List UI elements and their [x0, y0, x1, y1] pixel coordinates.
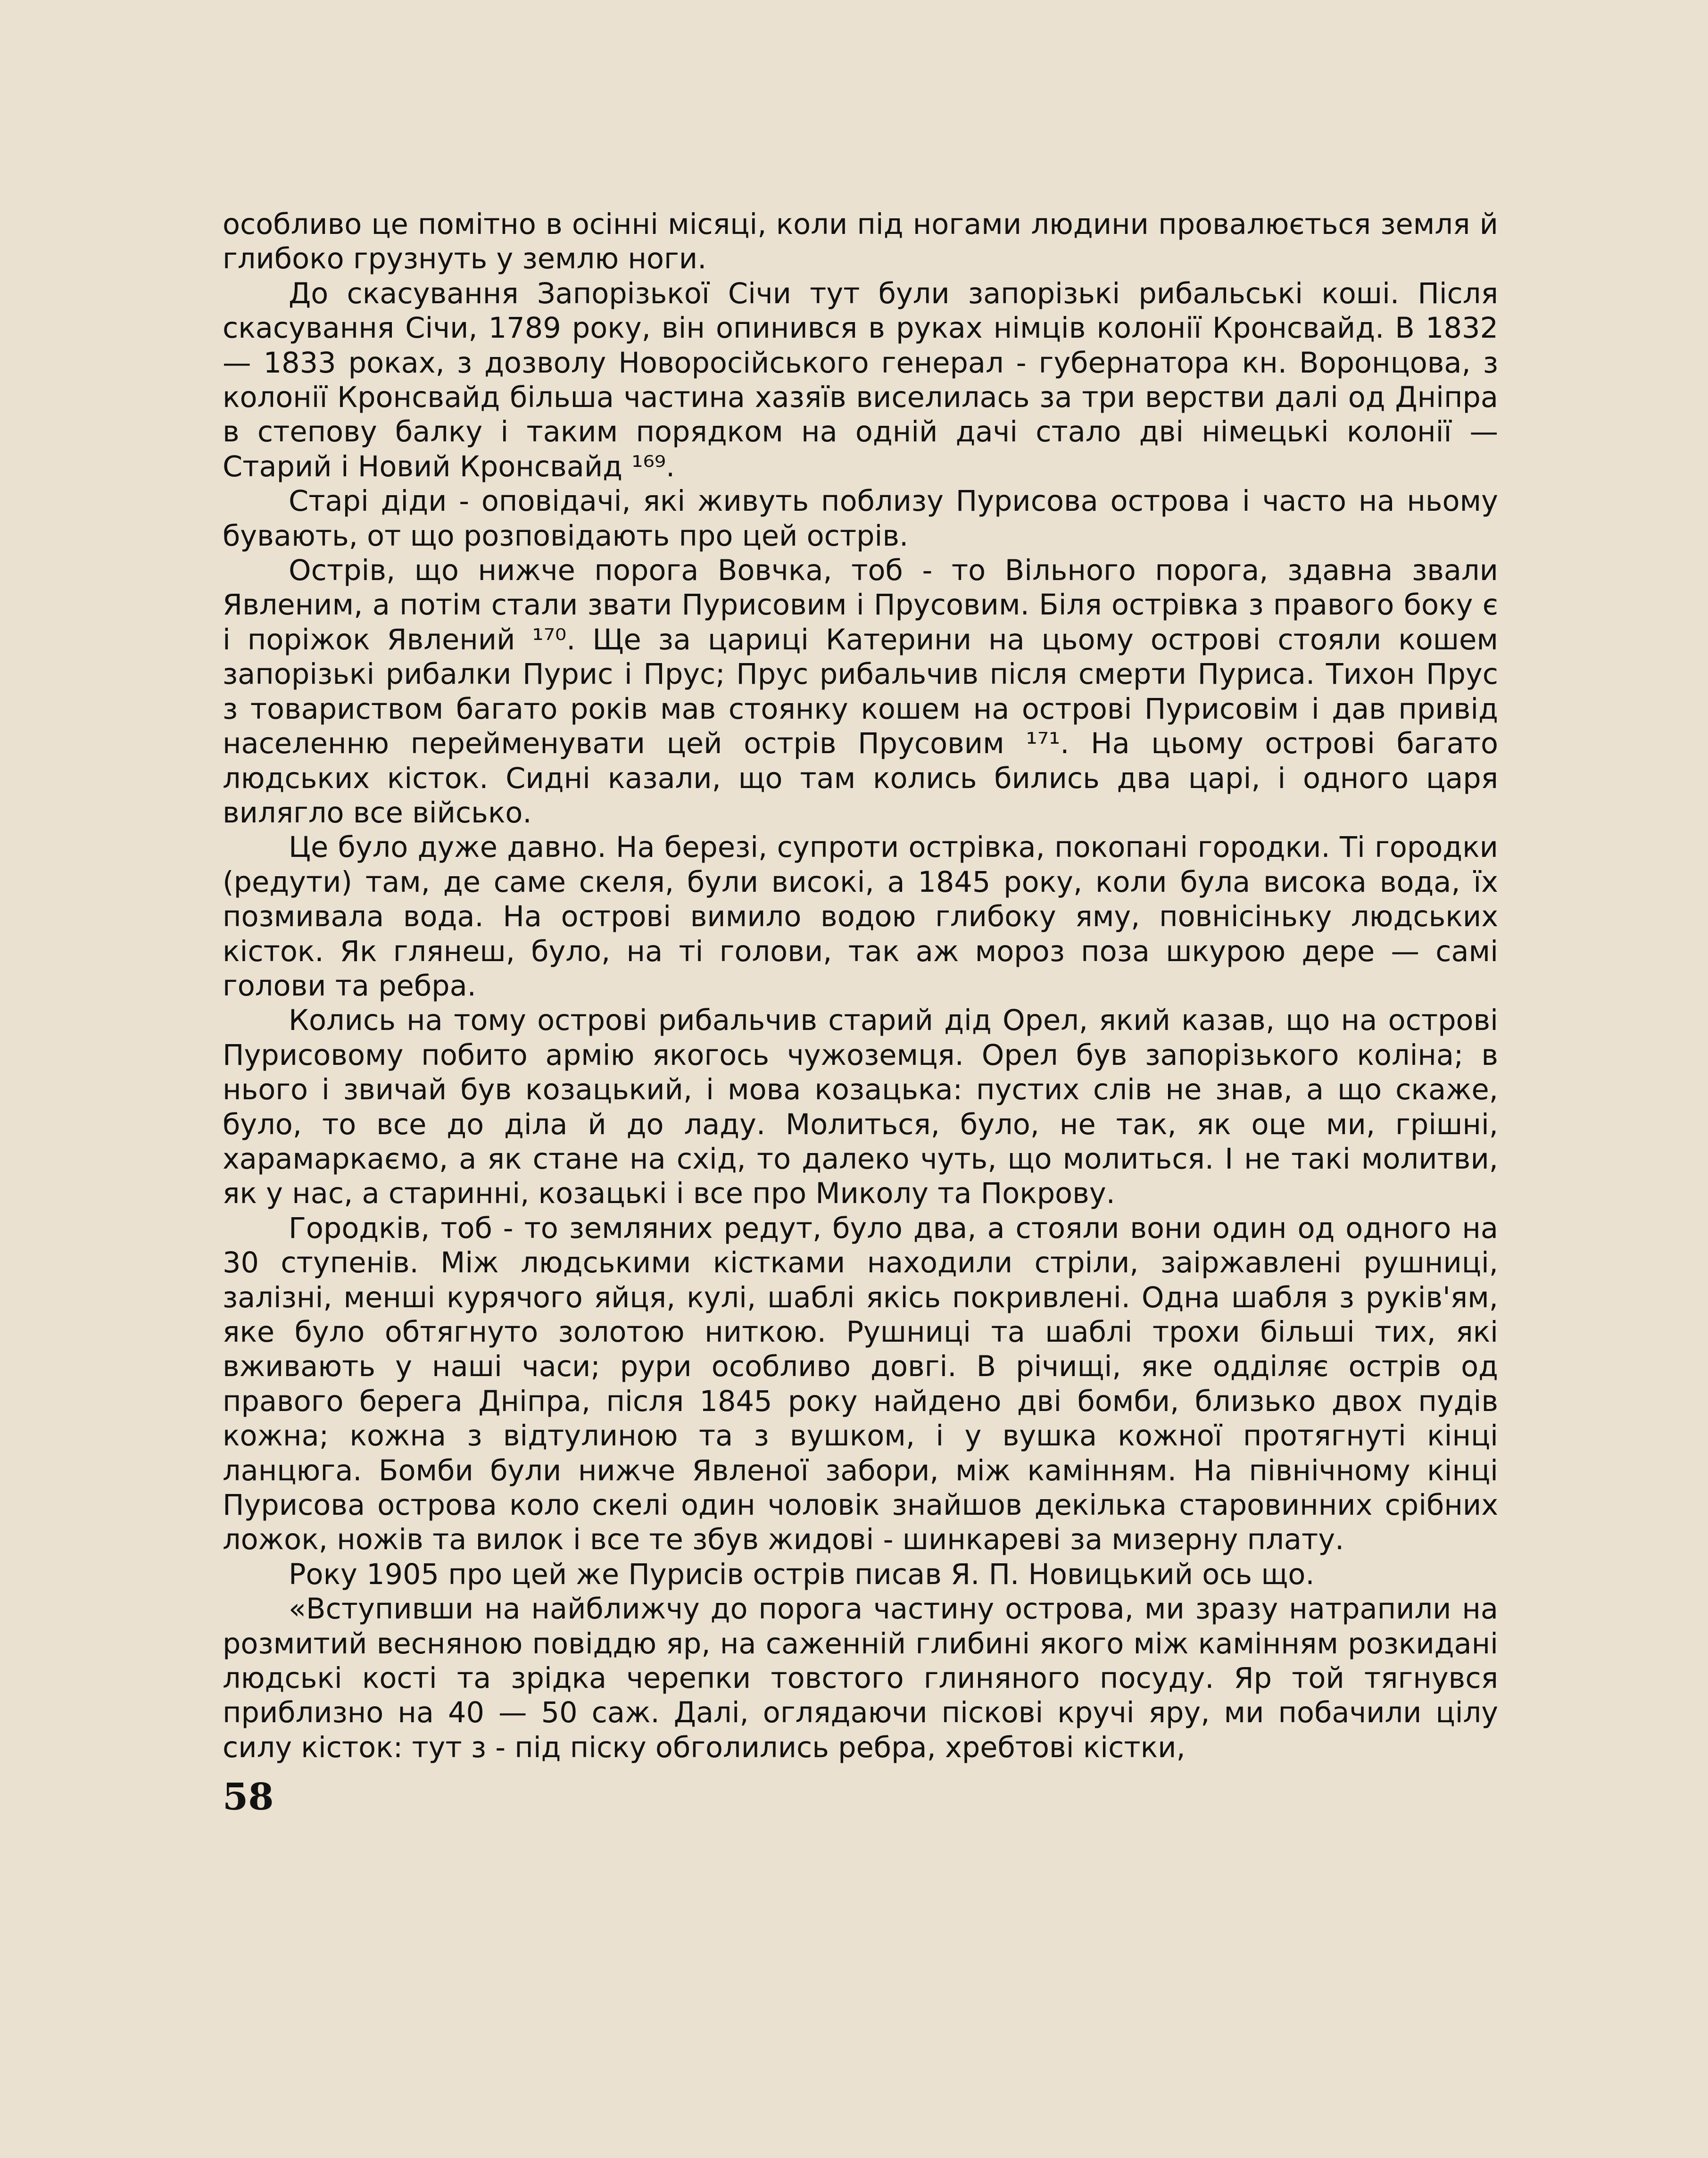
paragraph: «Вступивши на найближчу до порога частину острова, ми зразу натрапили на розмитий весняною повіддю яр, на саженній глибині якого між камінням розкидані людські кості та зрідка черепки товстого глиняного посуду. Яр той тягнувся приблизно на 40 — 50 саж. Далі, оглядаючи піскові кручі яру, ми побачили цілу силу кісток: тут з - під піску обголились ребра, хребтові кістки, [223, 1593, 1498, 1764]
paragraph: Року 1905 про цей же Пурисів острів писав Я. П. Новицький ось що. [289, 1558, 1315, 1591]
paragraph: особливо це помітно в осінні місяці, коли під ногами людини провалюється земля й глибоко грузнуть у землю ноги. [223, 208, 1498, 276]
page-number: 58 [223, 1776, 274, 1818]
page-text [223, 208, 1498, 1765]
paragraph: Старі діди - оповідачі, які живуть поблизу Пурисова острова і часто на ньому бувають, от що розповідають про цей острів. [223, 485, 1498, 553]
paragraph: Колись на тому острові рибальчив старий дід Орел, який казав, що на острові Пурисовому побито армію якогось чужоземця. Орел був запорізького коліна; в нього і звичай був козацький, і мова козацька: пустих слів не знав, а що скаже, було, то все до діла й до ладу. Молиться, було, не так, як оце ми, грішні, харамаркаємо, а як стане на схід, то далеко чуть, що молиться. І не такі молитви, як у нас, а старинні, козацькі і все про Миколу та Покрову. [223, 1004, 1498, 1211]
paragraph: До скасування Запорізької Січи тут були запорізькі рибальські коші. Після скасування Січи, 1789 року, він опинився в руках німців колонії Кронсвайд. В 1832 — 1833 роках, з дозволу Новоросійського генерал - губернатора кн. Воронцова, з колонії Кронсвайд більша частина хазяїв виселилась за три верстви далі од Дніпра в степову балку і таким порядком на одній дачі стало дві німецькі колонії — Старий і Новий Кронсвайд ¹⁶⁹. [223, 277, 1498, 483]
paragraph: Це було дуже давно. На березі, супроти острівка, покопані городки. Ті городки (редути) там, де саме скеля, були високі, а 1845 року, коли була висока вода, їх позмивала вода. На острові вимило водою глибоку яму, повнісіньку людських кісток. Як глянеш, було, на ті голови, так аж мороз поза шкурою дере — самі голови та ребра. [223, 831, 1498, 1003]
paragraph: Городків, тоб - то земляних редут, було два, а стояли вони один од одного на 30 ступенів. Між людськими кістками находили стріли, заіржавлені рушниці, залізні, менші курячого яйця, кулі, шаблі якісь покривлені. Одна шабля з руків'ям, яке було обтягнуто золотою ниткою. Рушниці та шаблі трохи більші тих, які вживають у наші часи; рури особливо довгі. В річищі, яке одділяє острів од правого берега Дніпра, після 1845 року найдено дві бомби, близько двох пудів кожна; кожна з відтулиною та з вушком, і у вушка кожної протягнуті кінці ланцюга. Бомби були нижче Явленої забори, між камінням. На північному кінці Пурисова острова коло скелі один чоловік знайшов декілька старовинних срібних ложок, ножів та вилок і все те збув жидові - шинкареві за мизерну плату. [223, 1212, 1498, 1557]
paragraph: Острів, що нижче порога Вовчка, тоб - то Вільного порога, здавна звали Явленим, а потім стали звати Пурисовим і Прусовим. Біля острівка з правого боку є і поріжок Явлений ¹⁷⁰. Ще за цариці Катерини на цьому острові стояли кошем запорізькі рибалки Пурис і Прус; Прус рибальчив після смерти Пуриса. Тихон Прус з товариством багато років мав стоянку кошем на острові Пурисовім і дав привід населенню перейменувати цей острів Прусовим ¹⁷¹. На цьому острові багато людських кісток. Сидні казали, що там колись бились два царі, і одного царя вилягло все військо. [223, 554, 1498, 830]
